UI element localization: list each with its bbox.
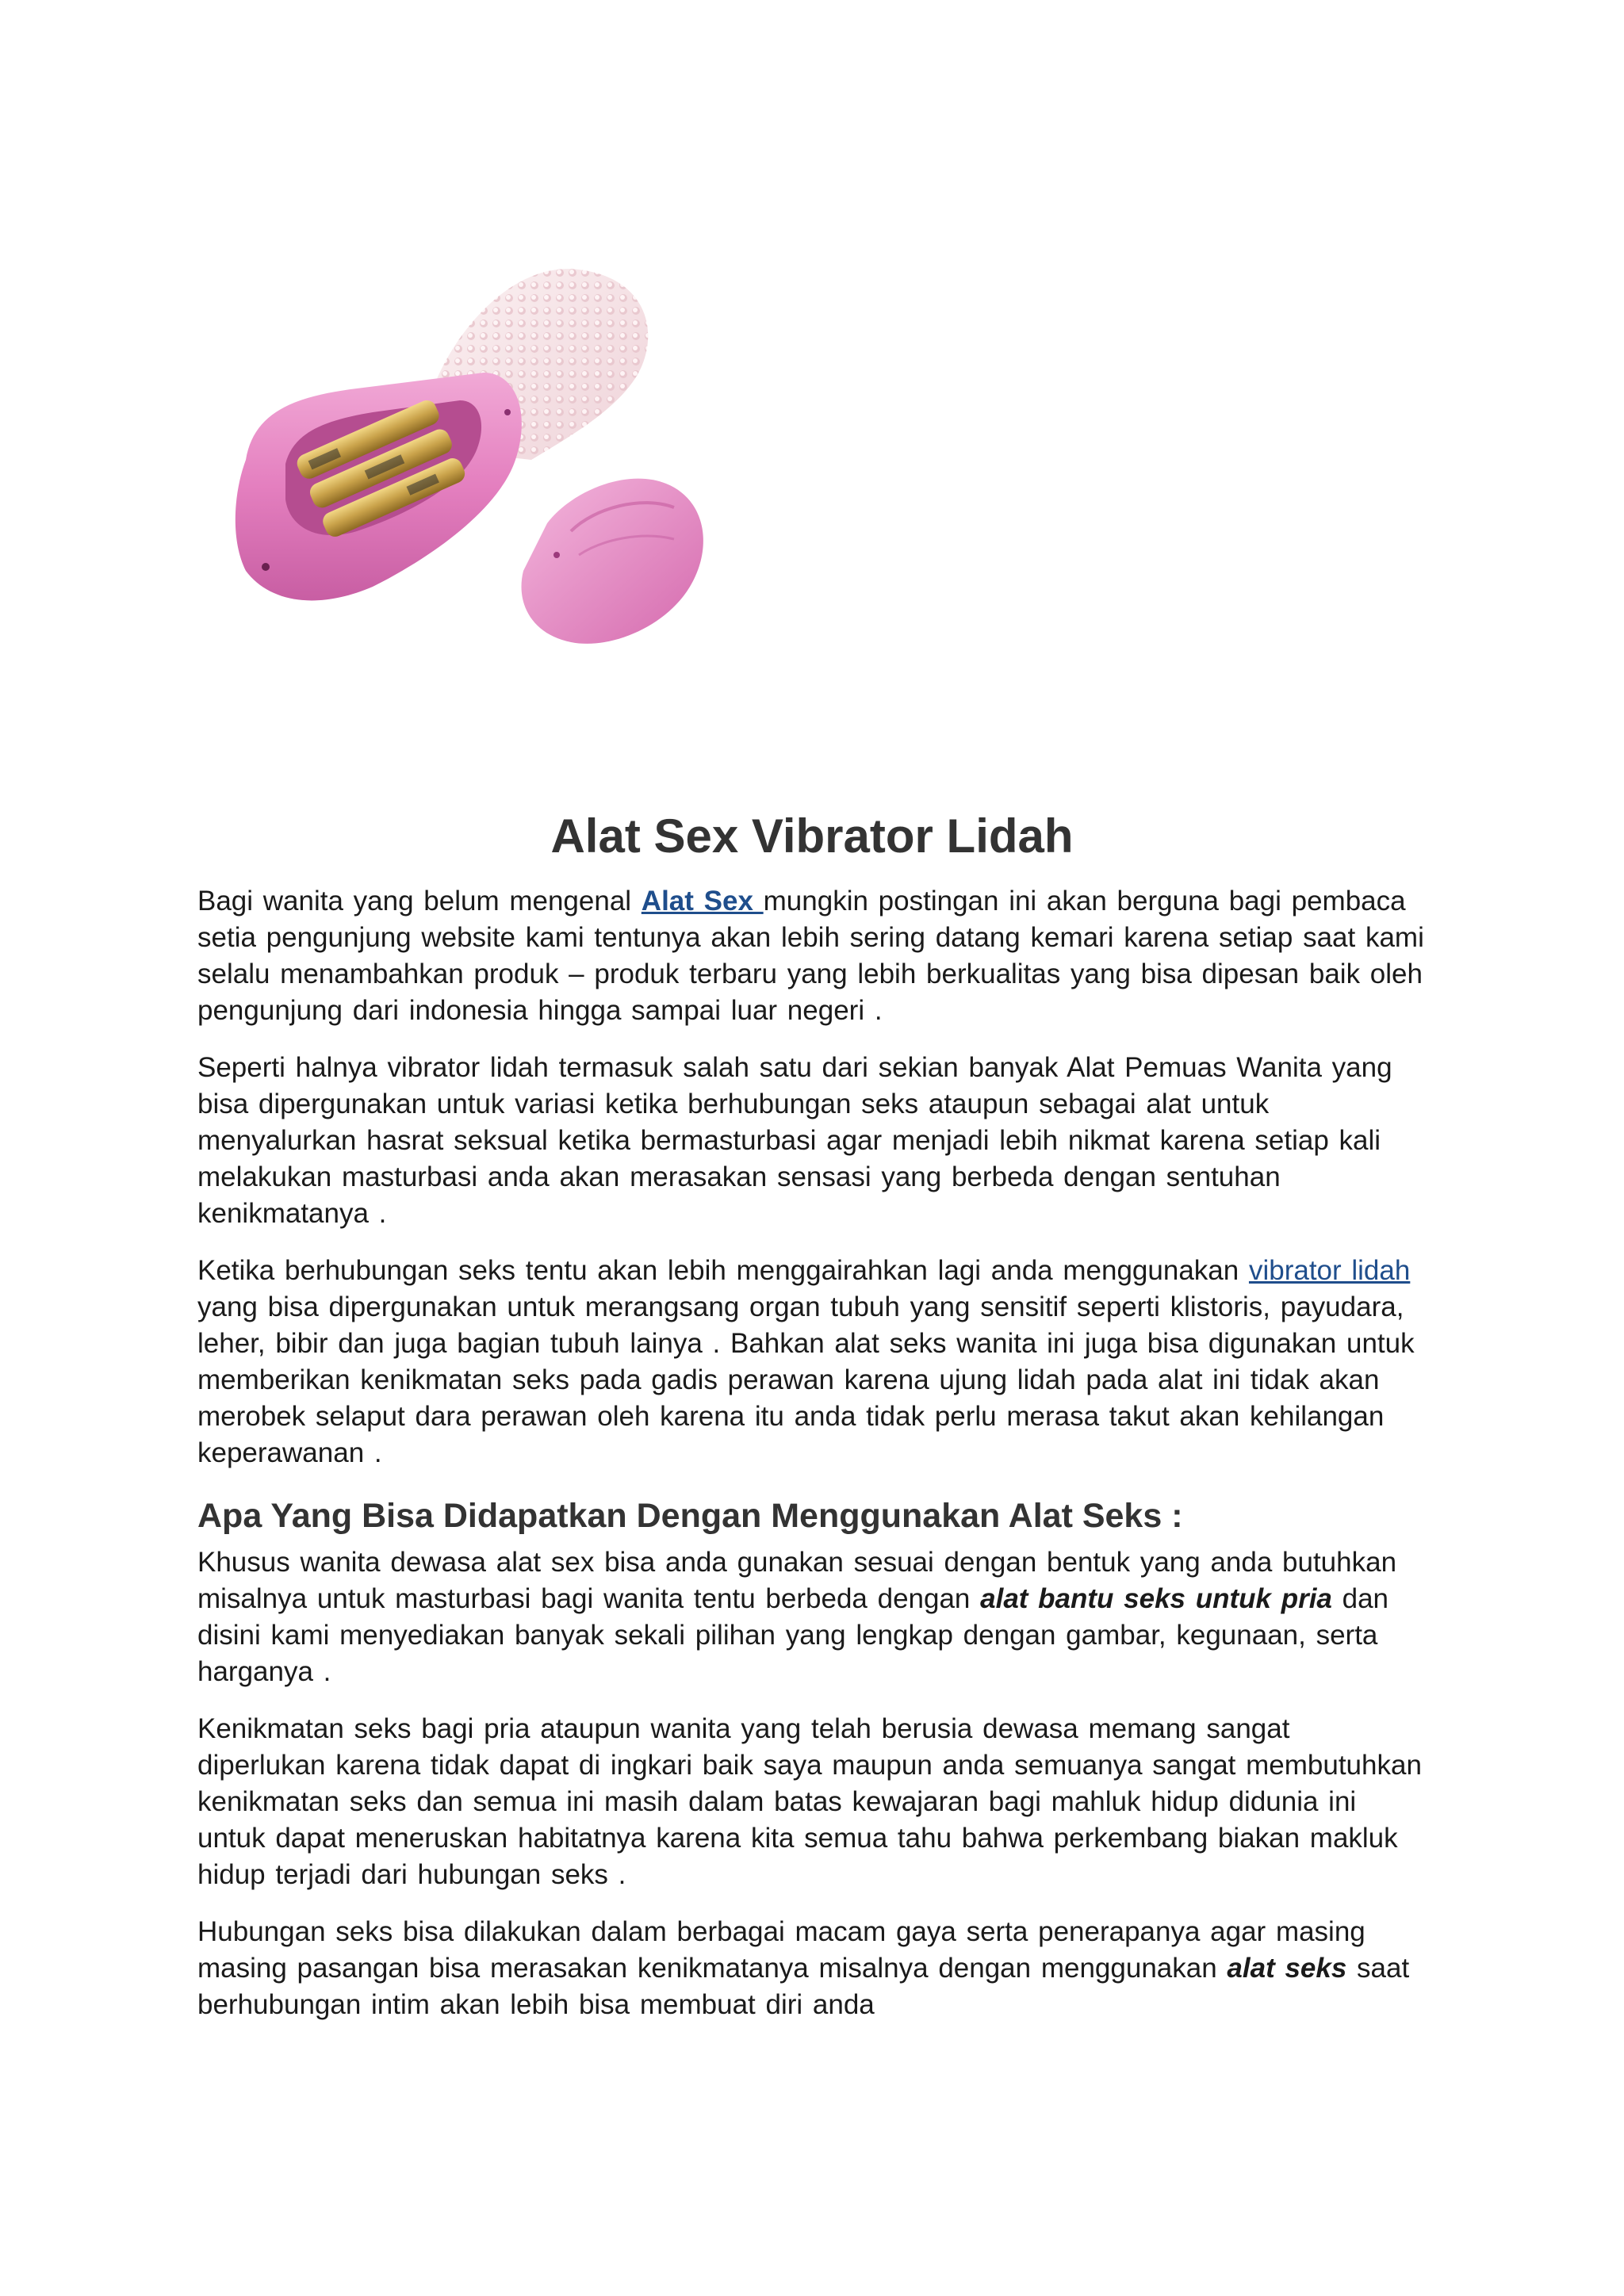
alat-sex-link[interactable]: Alat Sex <box>641 886 764 916</box>
paragraph-khusus-wanita: Khusus wanita dewasa alat sex bisa anda gunakan sesuai dengan bentuk yang anda butuhkan misalnya untuk masturbasi bagi wanita tentu berbeda dengan alat bantu seks untuk pria dan disini kami menyediakan banyak sekali pilihan yang lengkap dengan gambar, kegunaan, serta harganya . <box>197 1547 1397 1687</box>
product-photo-icon <box>198 254 801 698</box>
vibrator-lidah-link[interactable]: vibrator lidah <box>1248 1255 1411 1286</box>
bold-term-alat-bantu: alat bantu seks untuk pria <box>980 1583 1332 1614</box>
paragraph-berhubungan: Ketika berhubungan seks tentu akan lebih menggairahkan lagi anda menggunakan vibrator lidah yang bisa dipergunakan untuk merangsang organ tubuh yang sensitif seperti klistoris, payudara, leher, bibir dan juga bagian tubuh lainya . Bahkan alat seks wanita ini juga bisa digunakan untuk memberikan kenikmatan seks pada gadis perawan karena ujung lidah pada alat ini tidak akan merobek selaput dara perawan oleh karena itu anda tidak perlu merasa takut akan kehilangan keperawanan . <box>197 1255 1415 1468</box>
paragraph-intro: Bagi wanita yang belum mengenal Alat Sex mungkin postingan ini akan berguna bagi pembaca setia pengunjung website kami tentunya akan lebih sering datang kemari karena setiap saat kami selalu menambahkan produk – produk terbaru yang lebih berkualitas yang bisa dipesan baik oleh pengunjung dari indonesia hingga sampai luar negeri . <box>197 886 1424 1026</box>
bold-term-alat-seks: alat seks <box>1227 1953 1347 1984</box>
paragraph-kenikmatan: Kenikmatan seks bagi pria ataupun wanita yang telah berusia dewasa memang sangat diperlukan karena tidak dapat di ingkari baik saya maupun anda semuanya sangat membutuhkan kenikmatan seks dan semua ini masih dalam batas kewajaran bagi mahluk hidup didunia ini untuk dapat meneruskan habitatnya karena kita semua tahu bahwa perkembang biakan makluk hidup terjadi dari hubungan seks . <box>197 1713 1422 1890</box>
product-image <box>198 254 801 698</box>
article <box>197 801 1427 2044</box>
paragraph-hubungan: Hubungan seks bisa dilakukan dalam berbagai macam gaya serta penerapanya agar masing masing pasangan bisa merasakan kenikmatanya misalnya dengan menggunakan alat seks saat berhubungan intim akan lebih bisa membuat diri anda <box>197 1916 1410 2020</box>
section-heading: Apa Yang Bisa Didapatkan Dengan Menggunakan Alat Seks : <box>197 1497 1183 1535</box>
paragraph-vibrator-lidah: Seperti halnya vibrator lidah termasuk salah satu dari sekian banyak Alat Pemuas Wanita yang bisa dipergunakan untuk variasi ketika berhubungan seks ataupun sebagai alat untuk menyalurkan hasrat seksual ketika bermasturbasi agar menjadi lebih nikmat karena setiap kali melakukan masturbasi anda akan merasakan sensasi yang berbeda dengan sentuhan kenikmatanya . <box>197 1052 1392 1229</box>
page-title: Alat Sex Vibrator Lidah <box>550 809 1074 863</box>
